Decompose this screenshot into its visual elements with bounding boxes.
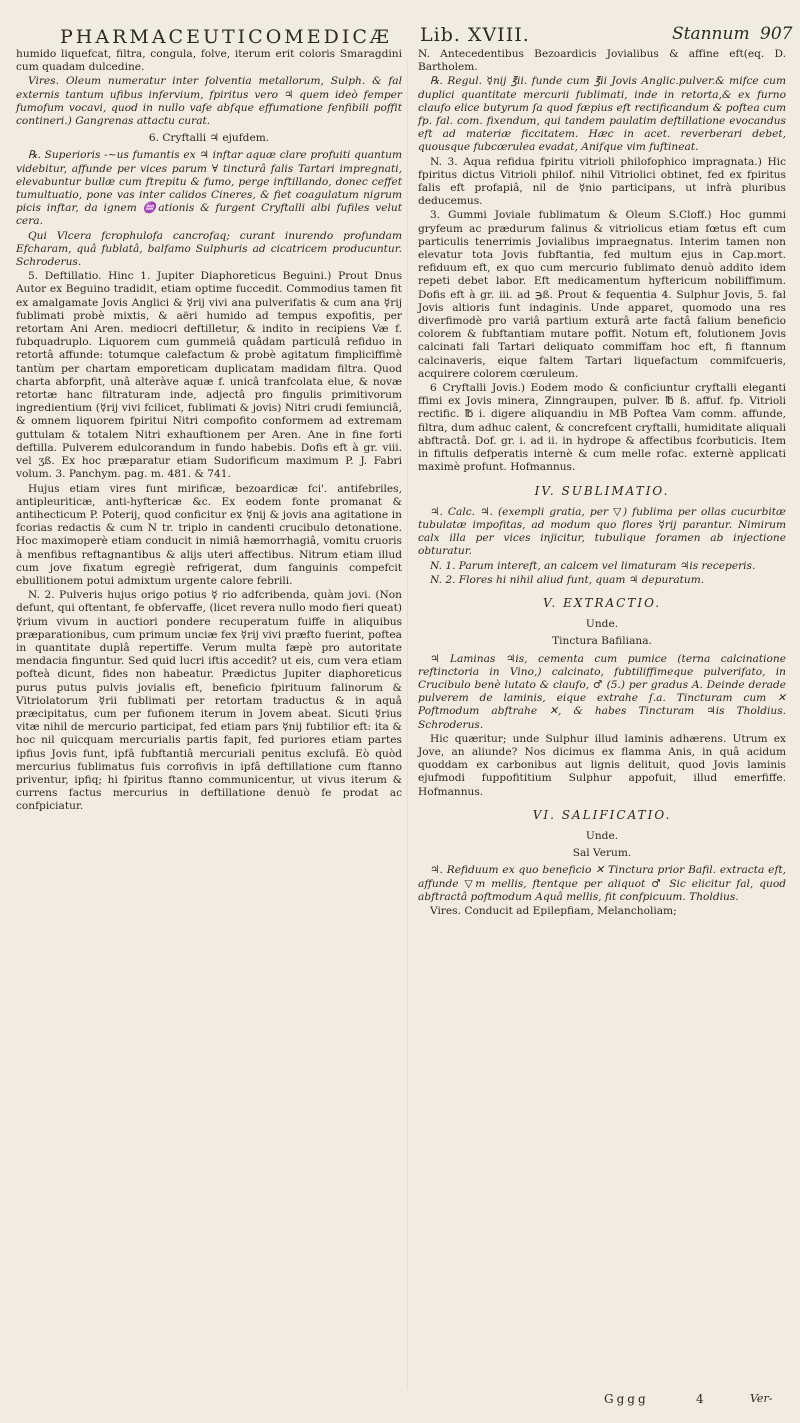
- paragraph: Vires. Conducit ad Epilepfiam, Melancholiam;: [430, 904, 677, 917]
- paragraph: N. 2. Pulveris hujus origo potius ☿ rio adfcribenda, quàm jovi. (Non defunt, qui oftentant, fe obfervaffe, (licet revera nullo modo fieri queat) ☿rium vivum in auctiori pondere recuperatum fuiffe in aliquibus præparationibus, cum primum unciæ fex ☿rij vivi præfto fuerint, poftea in quantitate duplâ repertiffe. Verum multa fæpè pro autoritate mendacia finguntur. Sed quid lucri iftis accedit? ut eis, cum vera etiam pofteà dicunt, fides non habeatur. Prædictus Jupiter diaphoreticus purus putus pulvis jovialis eft, beneficio fpirituum falinorum & Vitriolatorum ☿rii fublimati per retortam traductus & in aquâ præcipitatus, cum per fufionem iterum in Jovem abeat. Sicuti ☿rius vitæ nihil de mercurio participat, fed etiam pars ☿nij fubtilior eft: ita & hoc nil quicquam mercurialis partis fapit, fed puriores etiam partes ipfius Jovis funt, ipfâ fubftantiâ mercuriali penitus exclufâ. Eò quòd mercurius fublimatus fuis corrofivis in ipfâ deftillatione cum ftanno priventur, ipfiq; hi fpiritus ftanno communicentur, ut vivus iterum & currens factus mercurius in deftillatione denuò fe prodat ac confpiciatur.: [16, 589, 402, 813]
- right-column: [418, 48, 786, 919]
- paragraph: N. 1. Parum intereft, an calcem vel limaturam ♃is receperis.: [430, 559, 756, 572]
- paragraph: Hic quæritur; unde Sulphur illud laminis adhærens. Utrum ex Jove, an aliunde? Nos dicimus ex flamma Anis, in quâ acidum quoddam ex carbonibus aut lignis delituit, quod Jovis laminis ejufmodi fuppofititium Sulphur appofuit, illud emerfiffe. Hofmannus.: [418, 732, 786, 798]
- paragraph: 5. Deftillatio. Hinc 1. Jupiter Diaphoreticus Beguini.) Prout Dnus Autor ex Beguino tradidit, etiam optime fuccedit. Commodius tamen fit ex amalgamate Jovis Anglici & ☿rij vivi ana pulverifatis & cum ana ☿rij fublimati probè mixtis, & aëri humido ad tempus expofitis, per retortam Ani Aren. mediocri deftilletur, & indito in recipiens Væ f. fubquadruplo. Liquorem cum gummeiâ quâdam particulâ refiduo in retortâ affunde: totumque calefactum & probè agitatum fimpliciffimè tantùm per chartam emporeticam duplicatam madidam filtra. Quod charta abforpfit, unâ alteràve aquæ f. unicâ tranfcolata elue, & novæ retortæ hanc filtraturam inde, adjectâ pro fingulis primitivorum ingredientium (☿rij vivi fcilicet, fublimati & jovis) Nitri crudi femiunciâ, & omnem liquorem fpiritui Nitri compofito conformem ad extremam guttulam & totalem Nitri exhauftionem per Aren. Ane in fine forti deftilla. Pulverem edulcorandum in fundo habebis. Dofis eft à gr. viii. vel ʒß. Ex hoc præparatur etiam Sudorificum maximum P. J. Fabri volum. 3. Panchym. pag. m. 481. & 741.: [16, 270, 402, 481]
- paragraph: IV. SUBLIMATIO.: [534, 483, 670, 498]
- running-title: PHARMACEUTICOMEDICÆ: [60, 26, 392, 48]
- paragraph: ♃. Refiduum ex quo beneficio ✕ Tinctura prior Bafil. extracta eft, affunde ▽m mellis, ftentque per aliquot ♂ Sic elicitur fal, quod abftractâ poftmodum Aquâ mellis, fit confpicuum. Tholdius.: [418, 864, 786, 903]
- signature-number: 4: [696, 1392, 704, 1406]
- column-gutter: [407, 60, 408, 1390]
- printer-signature: Gggg: [604, 1392, 649, 1406]
- catchword: Ver-: [750, 1392, 773, 1405]
- paragraph: ♃. Calc. ♃. (exempli gratia, per ▽) fublima per ollas cucurbitæ tubulatæ impofitas, ad modum quo flores ☿rij parantur. Nimirum calx illa per vices injicitur, tubulique foramen ab injectione obturatur.: [418, 505, 786, 558]
- paragraph: V. EXTRACTIO.: [542, 595, 662, 610]
- paragraph: 6. Cryftalli ♃ ejufdem.: [148, 132, 270, 145]
- paragraph: N. 3. Aqua refidua fpiritu vitrioli philofophico impragnata.) Hic fpiritus dictus Vitrioli philof. nihil Vitriolici obtinet, fed ex fpiritus falis eft profapiâ, nil de ☿nio participans, ut infrà pluribus deducemus.: [418, 155, 786, 208]
- paragraph: 6 Cryftalli Jovis.) Eodem modo & conficiuntur cryftalli eleganti ffimi ex Jovis minera, Zinngraupen, pulver. ℔ ß. affuf. fp. Vitrioli rectific. ℔ i. digere aliquandiu in MB Poftea Vam comm. affunde, filtra, dum adhuc calent, & concrefcent cryftalli, humiditate aliquali abftractâ. Dof. gr. i. ad ii. in hydrope & affectibus fcorbuticis. Item in fiftulis defperatis internè & cum melle rofac. externè applicati maximè profunt. Hofmannus.: [418, 382, 786, 474]
- paragraph: VI. SALIFICATIO.: [532, 807, 672, 822]
- paragraph: Unde.: [585, 618, 619, 631]
- paragraph: Sal Verum.: [572, 847, 632, 860]
- paragraph: ♃ Laminas ♃is, cementa cum pumice (terna calcinatione reftinctoria in Vino,) calcinato, fubtiliffimeque pulverifato, in Crucibulo benè lutato & claufo, ♂ (5.) per gradus A. Deinde derade pulverem de laminis, eique extrahe ſ.a. Tincturam cum ✕ Poftmodum abftrahe ✕, & habes Tincturam ♃is Tholdius. Schroderus.: [418, 652, 786, 731]
- paragraph: 3. Gummi Joviale fublimatum & Oleum S.Cloff.) Hoc gummi gryfeum ac prædurum falinus & vitriolicus etiam fœtus eft cum particulis tenerrimis Jovialibus impraegnatus. Interim tamen non elevatur tota Jovis fubftantia, fed multum ejus in Cap.mort. refiduum eft, ex quo cum mercurio fublimato denuò addito idem repeti debet labor. Eft medicamentum hyftericum nobiliffimum. Dofis eft à gr. iii. ad ℈ß. Prout & fequentia 4. Sulphur Jovis, 5. fal Jovis altioris funt indaginis. Unde apparet, quomodo una res diverfimodè pro variâ partium exturâ arte factâ falium beneficio colorem & fubftantiam mutare poffit. Notum eft, folutionem Jovis calcinati fali Tartari deliquato commiffam hoc eft, fi ftannum calcinaveris, eique faltem Tartari liquefactum commifcueris, acquirere colorem cœruleum.: [418, 209, 786, 380]
- paragraph: humido liquefcat, filtra, congula, folve, iterum erit coloris Smaragdini cum quadam dulcedine.: [16, 48, 402, 74]
- paragraph: N. Antecedentibus Bezoardicis Jovialibus & affine eft(eq. D. Bartholem.: [418, 48, 786, 74]
- paragraph: N. 2. Flores hi nihil aliud funt, quam ♃ depuratum.: [430, 573, 705, 586]
- book-number: Lib. XVIII.: [420, 24, 530, 46]
- paragraph: ℞. Regul. ☿nij ℥ii. funde cum ℥ii Jovis Anglic.pulver.& mifce cum duplici quantitate mercurii fublimati, inde in retorta,& ex furno claufo elice butyrum ſa quod fæpius eft rectificandum & poftea cum fp. fal. com. fixendum, qui tandem paulatim deftillatione evocandus eft ad materiæ ficcitatem. Hæc in acet. reverberari debet, quousque fubcœrulea evadat, Anifque vim fuftineat.: [418, 75, 786, 154]
- paragraph: Vires. Oleum numeratur inter folventia metallorum, Sulph. & fal externis tantum ufibus infervium, fpiritus vero ♃ quem ideò femper fumofum vocavi, quod in nullo vafe abfque effumatione fenfibili poffit contineri.) Gangrenas attactu curat.: [16, 75, 402, 128]
- paragraph: Unde.: [585, 829, 619, 842]
- page-number: 907: [760, 24, 793, 44]
- left-column: [16, 48, 402, 815]
- paragraph: Hujus etiam vires funt mirificæ, bezoardicæ fci'. antifebriles, antipleuriticæ, anti-hyftericæ &c. Ex eodem fonte promanat & antihecticum P. Poterij, quod conficitur ex ☿nij & jovis ana agitatione in fcorias redactis & cum N tr. triplo in candenti crucibulo detonatione. Hoc maximoperè etiam conducit in nimiâ hæmorrhagiâ, vomitu cruoris à menfibus reftagnantibus & alijs uteri affectibus. Nitrum etiam illud cum jove fixatum egregiè refrigerat, dum fanguinis compefcit ebullitionem potui admixtum urgente calore febrili.: [16, 482, 402, 587]
- paragraph: Qui Vlcera fcrophulofa cancrofaq; curant inurendo profundam Efcharam, quâ fublatâ, balfamo Sulphuris ad cicatricem producuntur. Schroderus.: [16, 229, 402, 269]
- section-title: Stannum: [672, 24, 750, 44]
- paragraph: Tinctura Bafiliana.: [552, 635, 652, 648]
- paragraph: ℞. Superioris -~us fumantis ex ♃ inftar aquæ clare profuiti quantum videbitur, affunde per vices parum ∀ tincturâ falis Tartari impregnati, elevabuntur bullæ cum ftrepitu & fumo, perge inftillando, donec ceffet tumultuatio, pone vas inter calidos Cineres, & fiet coagulatum nigrum picis inftar, da ignem ♒ationis & furgent Cryftalli albi fufiles velut cera.: [16, 149, 402, 228]
